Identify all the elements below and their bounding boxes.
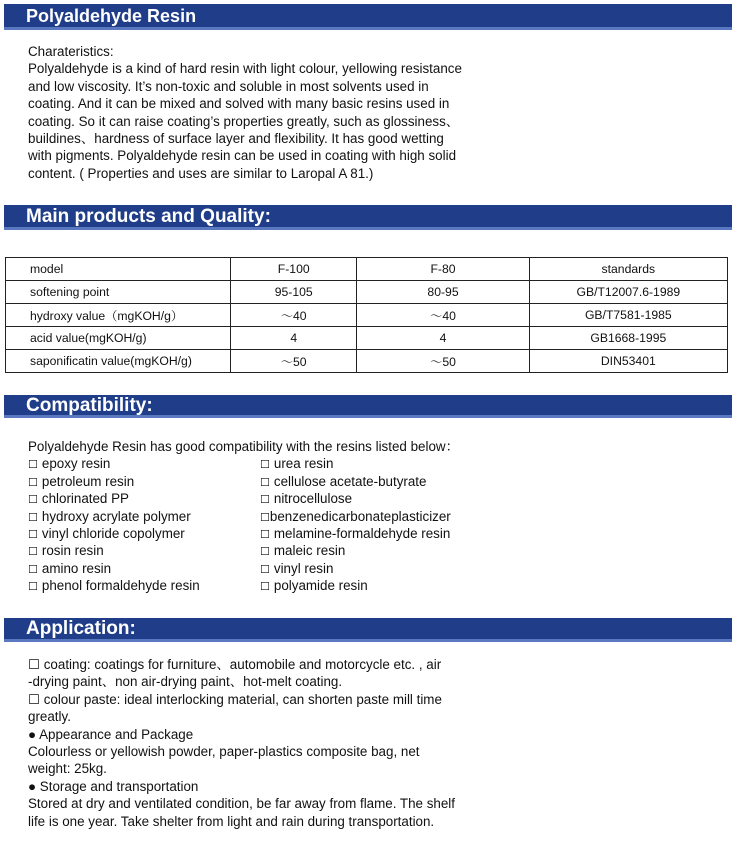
application-band	[4, 618, 732, 642]
application-line: weight: 25kg.	[28, 761, 107, 777]
table-cell: saponificatin value(mgKOH/g)	[6, 350, 231, 373]
checkbox-icon: ☐	[260, 528, 270, 541]
table-cell: 95-105	[231, 281, 357, 304]
list-item	[28, 490, 459, 507]
resin-name: epoxy resin	[41, 456, 111, 472]
checkbox-icon: ☐	[28, 459, 38, 472]
resin-name: nitrocellulose	[273, 491, 353, 507]
resin-name: urea resin	[273, 456, 334, 472]
application-line: ● Appearance and Package	[28, 726, 194, 742]
characteristics-line: content. ( Properties and uses are similar to Laropal A 81.)	[28, 165, 374, 181]
checkbox-icon: ☐	[28, 563, 38, 576]
resin-name: rosin resin	[41, 543, 104, 559]
checkbox-icon: ☐	[260, 581, 270, 594]
checkbox-icon: ☐	[28, 546, 38, 559]
characteristics-text	[28, 43, 462, 182]
compatibility-band	[4, 395, 732, 418]
page-title: Polyaldehyde Resin	[26, 6, 197, 26]
characteristics-line: coating. And it can be mixed and solved with many basic resins used in	[28, 96, 450, 112]
spec-table	[5, 257, 728, 373]
table-row	[6, 350, 728, 373]
table-cell: ～40	[357, 304, 529, 327]
checkbox-icon: ☐	[28, 494, 38, 507]
checkbox-icon: ☐	[260, 476, 270, 489]
resin-name: maleic resin	[273, 543, 346, 559]
application-line: ● Storage and transportation	[28, 778, 199, 794]
application-line: greatly.	[28, 709, 71, 725]
title-band	[4, 4, 732, 30]
checkbox-icon: ☐	[260, 459, 270, 472]
table-cell: DIN53401	[529, 350, 727, 373]
list-item	[28, 577, 459, 594]
table-row	[6, 281, 728, 304]
checkbox-icon: ☐	[260, 563, 270, 576]
table-cell: softening point	[6, 281, 231, 304]
products-heading: Main products and Quality:	[26, 206, 271, 227]
table-header-cell: F-80	[357, 258, 529, 281]
resin-name: phenol formaldehyde resin	[41, 578, 200, 594]
characteristics-line: Charateristics:	[28, 44, 114, 59]
application-line: Stored at dry and ventilated condition, be far away from flame. The shelf	[28, 796, 455, 812]
resin-name: chlorinated PP	[41, 491, 129, 507]
table-cell: acid value(mgKOH/g)	[6, 327, 231, 350]
resin-name: cellulose acetate-butyrate	[273, 473, 427, 489]
checkbox-icon: ☐	[28, 581, 38, 594]
compatibility-list	[28, 438, 459, 595]
table-cell: 4	[357, 327, 529, 350]
compatibility-heading: Compatibility:	[26, 395, 153, 416]
application-line: ☐ colour paste: ideal interlocking material, can shorten paste mill time	[28, 691, 442, 707]
compatibility-intro: Polyaldehyde Resin has good compatibility with the resins listed below：	[28, 439, 459, 454]
list-item	[28, 473, 459, 490]
table-cell: hydroxy value（mgKOH/g）	[6, 304, 231, 327]
resin-name: hydroxy acrylate polymer	[41, 508, 191, 524]
table-header-cell: F-100	[231, 258, 357, 281]
application-text	[28, 656, 455, 830]
application-line: -drying paint、non air-drying paint、hot-melt coating.	[28, 674, 343, 690]
checkbox-icon: ☐	[28, 511, 38, 524]
characteristics-line: with pigments. Polyaldehyde resin can be used in coating with high solid	[28, 148, 457, 164]
table-header-row	[6, 258, 728, 281]
resin-name: melamine-formaldehyde resin	[273, 525, 451, 541]
checkbox-icon: ☐	[260, 546, 270, 559]
characteristics-line: buildines、hardness of surface layer and flexibility. It has good wetting	[28, 130, 444, 146]
table-cell: 80-95	[357, 281, 529, 304]
table-cell: 4	[231, 327, 357, 350]
checkbox-icon: ☐	[260, 494, 270, 507]
checkbox-icon: ☐	[260, 511, 270, 524]
application-heading: Application:	[26, 618, 136, 639]
resin-name: vinyl resin	[273, 560, 334, 576]
characteristics-line: and low viscosity. It’s non-toxic and soluble in most solvents used in	[28, 78, 429, 94]
table-cell: ～50	[357, 350, 529, 373]
checkbox-icon: ☐	[28, 476, 38, 489]
resin-name: vinyl chloride copolymer	[41, 525, 185, 541]
table-cell: GB/T12007.6-1989	[529, 281, 727, 304]
list-item	[28, 455, 459, 472]
characteristics-line: coating. So it can raise coating’s properties greatly, such as glossiness、	[28, 113, 460, 129]
application-line: Colourless or yellowish powder, paper-plastics composite bag, net	[28, 743, 420, 759]
table-row	[6, 304, 728, 327]
table-header-cell: standards	[529, 258, 727, 281]
list-item	[28, 542, 459, 559]
characteristics-line: Polyaldehyde is a kind of hard resin with light colour, yellowing resistance	[28, 61, 462, 77]
table-cell: ～50	[231, 350, 357, 373]
resin-name: petroleum resin	[41, 473, 135, 489]
table-cell: ～40	[231, 304, 357, 327]
application-line: life is one year. Take shelter from light and rain during transportation.	[28, 813, 435, 829]
table-cell: GB1668-1995	[529, 327, 727, 350]
resin-name: polyamide resin	[273, 578, 368, 594]
list-item	[28, 525, 459, 542]
table-row	[6, 327, 728, 350]
checkbox-icon: ☐	[28, 528, 38, 541]
table-header-cell: model	[6, 258, 231, 281]
products-band	[4, 205, 732, 230]
resin-name: benzenedicarbonateplasticizer	[269, 508, 451, 524]
application-line: ☐ coating: coatings for furniture、automobile and motorcycle etc. , air	[28, 657, 442, 672]
resin-name: amino resin	[41, 560, 112, 576]
table-cell: GB/T7581-1985	[529, 304, 727, 327]
list-item	[28, 560, 459, 577]
list-item	[28, 508, 459, 525]
